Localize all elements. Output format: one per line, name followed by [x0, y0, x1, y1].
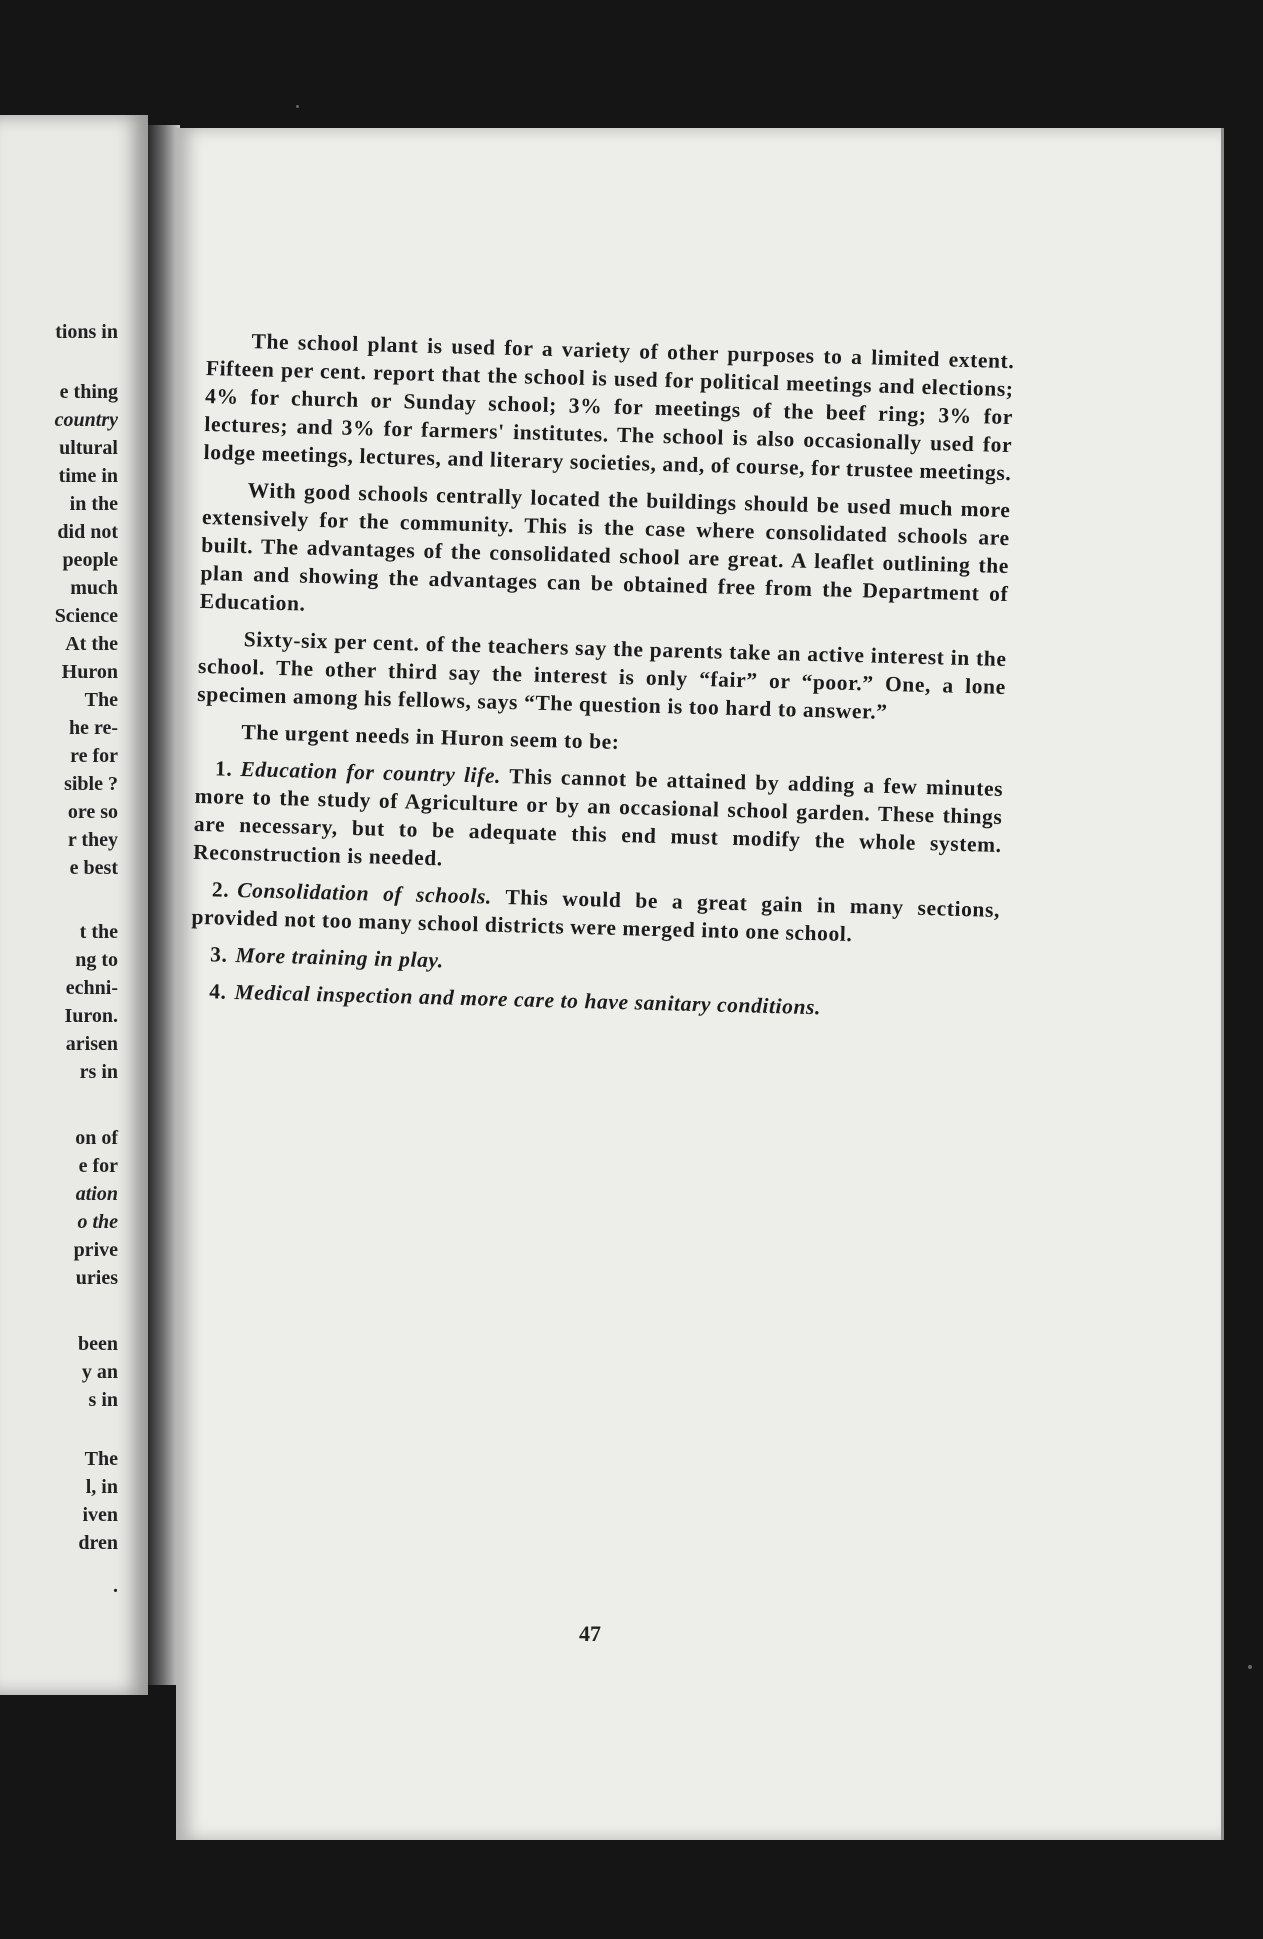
need-item-3: 3. More training in play.: [209, 942, 445, 973]
need-item-4: 4. Medical inspection and more care to have sanitary conditions.: [208, 979, 822, 1020]
left-page-line: country: [54, 409, 118, 431]
left-page-line: e for: [78, 1155, 118, 1177]
left-page-line: s in: [88, 1389, 118, 1411]
left-page-line: y an: [81, 1361, 118, 1383]
left-page-line: did not: [57, 521, 118, 543]
left-page-line: e best: [69, 857, 118, 879]
left-page-line: much: [70, 577, 118, 599]
left-page-line: echni-: [65, 977, 118, 999]
left-page-line: o the: [77, 1211, 118, 1233]
left-page-line: The: [84, 1448, 118, 1470]
left-page-line: dren: [78, 1532, 118, 1554]
scan-speck: [1248, 1665, 1252, 1669]
page-number: 47: [579, 1621, 601, 1646]
left-page-line: ultural: [59, 437, 118, 459]
left-page-line: people: [62, 549, 118, 571]
page-body: [189, 326, 1015, 1035]
left-page-line: ation: [75, 1183, 118, 1205]
left-page-line: r they: [67, 829, 118, 851]
paragraph-parent-interest: Sixty-six per cent. of the teachers say the parents take an active interest in the school. The other third say the interest is only “fair” or “poor.” One, a lone specimen among his fellows, says “The question is too hard to answer.”: [197, 627, 1007, 724]
left-page-line: prive: [73, 1239, 118, 1261]
left-page-line: t the: [79, 921, 118, 943]
scan-speck: [296, 105, 299, 108]
left-page-line: been: [78, 1333, 118, 1355]
left-page-line: l, in: [85, 1476, 118, 1498]
left-page-line: tions in: [55, 321, 118, 343]
left-page-line: ng to: [75, 949, 118, 971]
paragraph-urgent-needs: The urgent needs in Huron seem to be:: [241, 720, 620, 754]
left-page-line: on of: [75, 1127, 118, 1149]
left-page-line: sible ?: [64, 773, 118, 795]
left-page-line: time in: [58, 465, 118, 487]
left-page-line: re for: [70, 745, 118, 767]
left-page-line: e thing: [59, 381, 118, 403]
need-item-1: 1. Education for country life. This cannot be attained by adding a few minutes more to the study of Agriculture or by an occasional school garden. These things are necessary, but to be adequate this end must modify the whole system. Reconstruction is needed.: [192, 756, 1004, 871]
left-page-line: Iuron.: [64, 1005, 118, 1027]
left-page-line: iven: [82, 1504, 118, 1526]
left-page-line: At the: [65, 633, 118, 655]
need-item-2: 2. Consolidation of schools. This would be a great gain in many sections, provided not too many school districts were merged into one school.: [191, 877, 1001, 947]
left-page-line: arisen: [65, 1033, 118, 1055]
left-page: [0, 115, 148, 1695]
left-page-line: .: [113, 1575, 118, 1597]
left-page-line: Science: [54, 605, 118, 627]
paragraph-consolidated-schools: With good schools centrally located the buildings should be used much more extensively for the community. This is the case where consolidated schools are built. The advantages of the consolidated school are great. A leaflet outlining the plan and showing the advantages can be obtained free from the Department of Education.: [199, 478, 1011, 616]
left-page-line: ore so: [67, 801, 118, 823]
left-page-line: uries: [75, 1267, 118, 1289]
left-page-line: he re-: [68, 717, 118, 739]
paragraph-school-uses: The school plant is used for a variety of other purposes to a limited extent. Fifteen per cent. report that the school is used for political meetings and elections; 4% for church or Sunday school; 3% for meetings of the beef ring; 3% for lectures; and 3% for farmers' institutes. The school is also occasionally used for lodge meetings, lectures, and literary societies, and, of course, for trustee meetings.: [203, 329, 1015, 486]
left-page-line: rs in: [79, 1061, 118, 1083]
left-page-line: in the: [69, 493, 118, 515]
left-page-line: The: [84, 689, 118, 711]
left-page-line: Huron: [61, 661, 118, 683]
